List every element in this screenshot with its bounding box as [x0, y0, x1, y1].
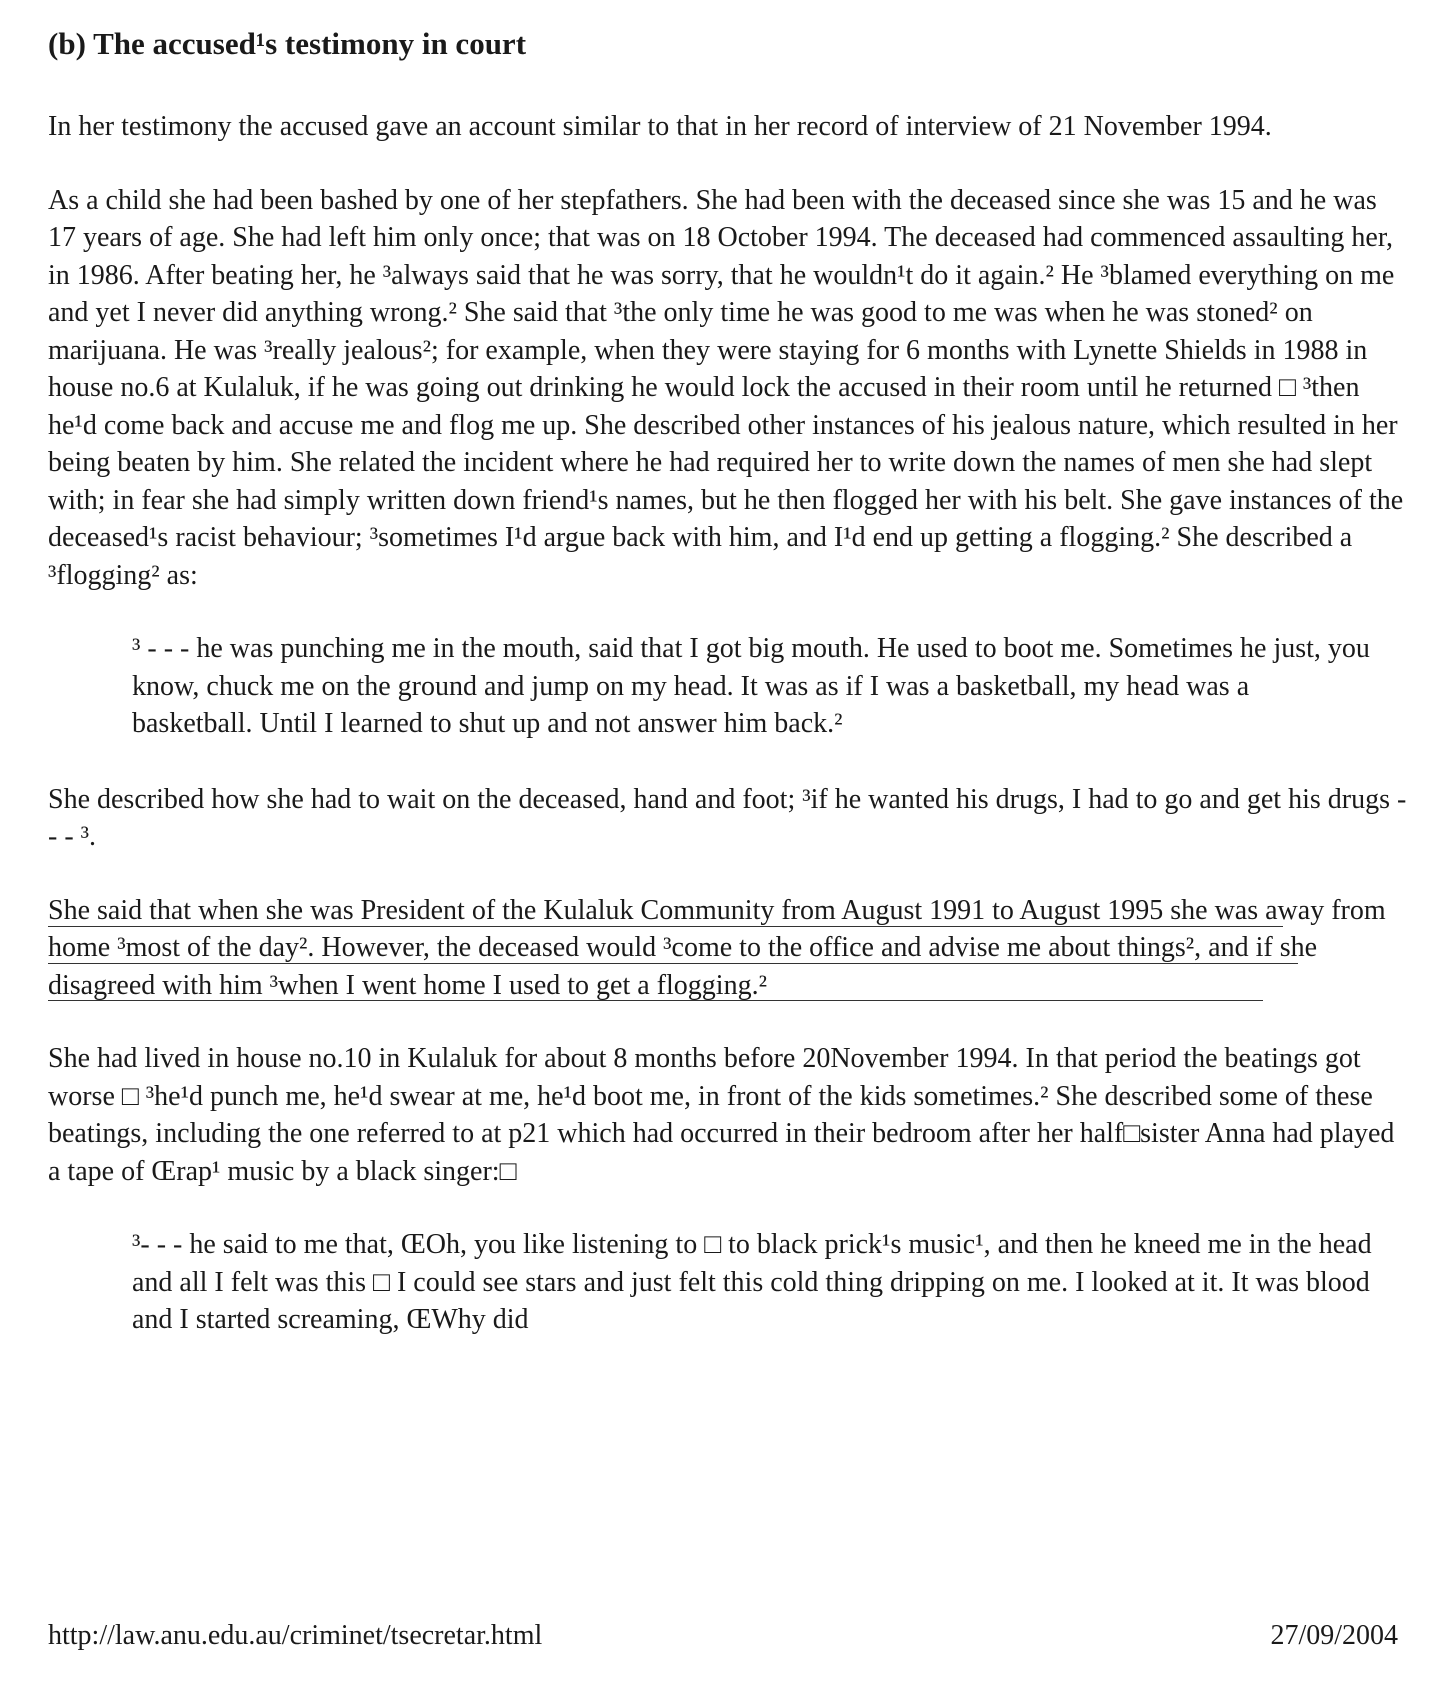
footer-date: 27/09/2004 [1270, 1620, 1398, 1651]
footer-url: http://law.anu.edu.au/criminet/tsecretar.html [48, 1620, 543, 1651]
paragraph-drugs: She described how she had to wait on the deceased, hand and foot; ³if he wanted his drugs, I had to go and get his drugs - - - ³. [48, 783, 1407, 852]
paragraph-intro: In her testimony the accused gave an account similar to that in her record of interview of 21 November 1994. [48, 111, 1272, 142]
underline-rule [48, 963, 1298, 964]
paragraph-president-underlined [48, 892, 1408, 1005]
paragraph-house-10: She had lived in house no.10 in Kulaluk for about 8 months before 20November 1994. In that period the beatings got worse □ ³he¹d punch me, he¹d swear at me, he¹d boot me, in front of the kids sometimes.² She described some of these beatings, including the one referred to at p21 which had occurred in their bedroom after her half□sister Anna had played a tape of Œrap¹ music by a black singer:□ [48, 1043, 1395, 1187]
section-heading: (b) The accused¹s testimony in court [48, 26, 527, 61]
block-quote-flogging: ³ - - - he was punching me in the mouth, said that I got big mouth. He used to boot me. Sometimes he just, you know, chuck me on the ground and jump on my head. It was as if I was a basketball, my head was a basketball. Until I learned to shut up and not answer him back.² [132, 633, 1370, 739]
paragraph-president-text: She said that when she was President of the Kulaluk Community from August 1991 to August 1995 she was away from home ³most of the day². However, the deceased would ³come to the office and advise me about things², and if she disagreed with him ³when I went home I used to get a flogging.² [48, 894, 1386, 1001]
underline-rule [48, 926, 1283, 927]
document-page [48, 22, 1408, 1377]
paragraph-background: As a child she had been bashed by one of her stepfathers. She had been with the deceased since she was 15 and he was 17 years of age. She had left him only once; that was on 18 October 1994. The deceased had commenced assaulting her, in 1986. After beating her, he ³always said that he was sorry, that he wouldn¹t do it again.² He ³blamed everything on me and yet I never did anything wrong.² She said that ³the only time he was good to me was when he was stoned² on marijuana. He was ³really jealous²; for example, when they were staying for 6 months with Lynette Shields in 1988 in house no.6 at Kulaluk, if he was going out drinking he would lock the accused in their room until he returned □ ³then he¹d come back and accuse me and flog me up. She described other instances of his jealous nature, which resulted in her being beaten by him. She related the incident where he had required her to write down the names of men she had slept with; in fear she had simply written down friend¹s names, but he then flogged her with his belt. She gave instances of the deceased¹s racist behaviour; ³sometimes I¹d argue back with him, and I¹d end up getting a flogging.² She described a ³flogging² as: [48, 184, 1404, 591]
underline-rule [48, 1000, 1263, 1001]
block-quote-music: ³- - - he said to me that, ŒOh, you like listening to □ to black prick¹s music¹, and then he kneed me in the head and all I felt was this □ I could see stars and just felt this cold thing dripping on me. I looked at it. It was blood and I started screaming, ŒWhy did [132, 1229, 1372, 1335]
